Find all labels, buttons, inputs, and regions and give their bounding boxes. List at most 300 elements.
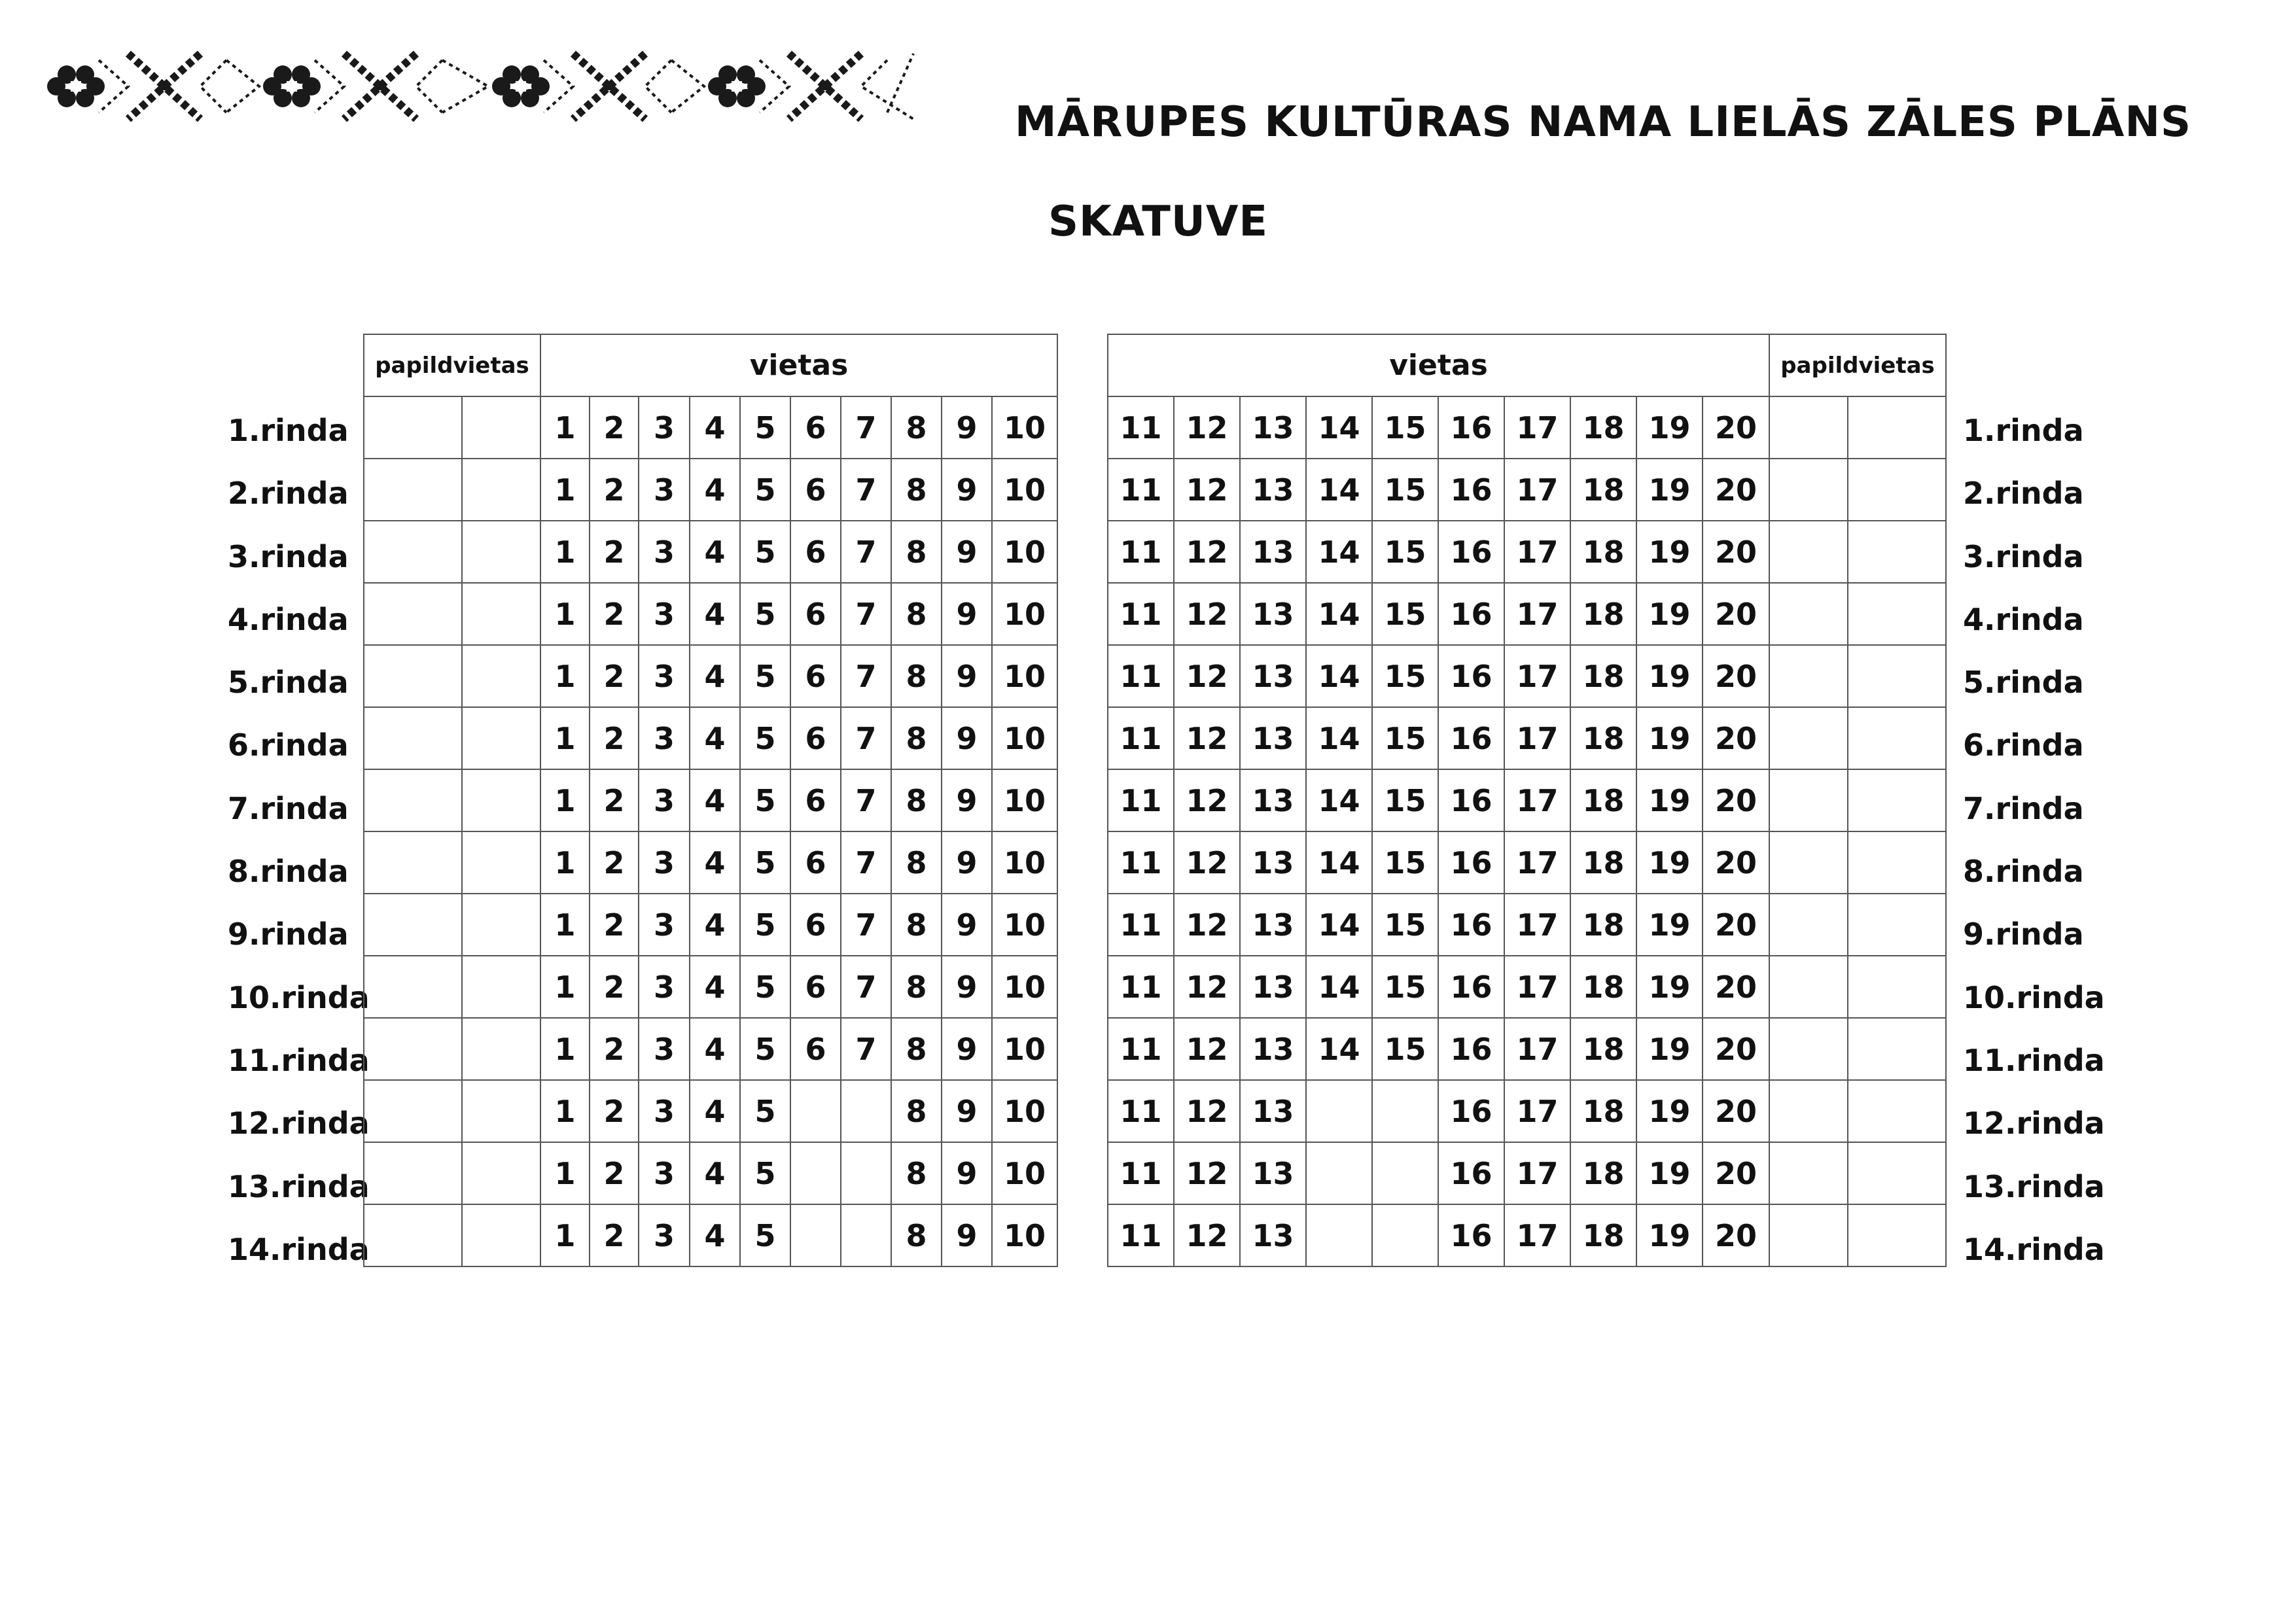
- seat-cell[interactable]: 3: [639, 396, 690, 459]
- seat-cell[interactable]: 11: [1108, 956, 1174, 1018]
- seat-cell[interactable]: 19: [1636, 459, 1703, 521]
- seat-cell[interactable]: 12: [1174, 1080, 1240, 1142]
- seat-cell[interactable]: 15: [1372, 769, 1438, 831]
- seat-cell[interactable]: 13: [1240, 1204, 1306, 1266]
- seat-cell[interactable]: 3: [639, 521, 690, 583]
- seat-cell[interactable]: 2: [590, 459, 639, 521]
- seat-cell[interactable]: 3: [639, 645, 690, 707]
- seat-cell[interactable]: 5: [740, 459, 790, 521]
- seat-cell[interactable]: 17: [1504, 521, 1570, 583]
- seat-cell[interactable]: 10: [992, 583, 1057, 645]
- seat-cell[interactable]: 11: [1108, 894, 1174, 956]
- seat-cell[interactable]: 15: [1372, 459, 1438, 521]
- seat-cell[interactable]: 18: [1570, 956, 1636, 1018]
- seat-cell[interactable]: 2: [590, 894, 639, 956]
- extra-seat-cell[interactable]: [462, 645, 540, 707]
- seat-cell[interactable]: 9: [942, 521, 992, 583]
- extra-seat-cell[interactable]: [1769, 396, 1848, 459]
- seat-cell[interactable]: 1: [540, 459, 590, 521]
- seat-cell[interactable]: 4: [690, 707, 740, 769]
- seat-cell[interactable]: 10: [992, 894, 1057, 956]
- seat-cell[interactable]: 19: [1636, 1080, 1703, 1142]
- seat-cell[interactable]: 20: [1703, 459, 1769, 521]
- seat-cell[interactable]: 14: [1306, 894, 1372, 956]
- seat-cell[interactable]: 5: [740, 1204, 790, 1266]
- seat-cell[interactable]: 18: [1570, 521, 1636, 583]
- seat-cell[interactable]: 10: [992, 769, 1057, 831]
- seat-cell[interactable]: 3: [639, 1142, 690, 1204]
- seat-cell[interactable]: 17: [1504, 707, 1570, 769]
- seat-cell[interactable]: 1: [540, 769, 590, 831]
- seat-cell[interactable]: 19: [1636, 396, 1703, 459]
- extra-seat-cell[interactable]: [462, 1018, 540, 1080]
- seat-cell[interactable]: 13: [1240, 396, 1306, 459]
- seat-cell[interactable]: 20: [1703, 521, 1769, 583]
- extra-seat-cell[interactable]: [364, 1018, 462, 1080]
- seat-cell[interactable]: 12: [1174, 1204, 1240, 1266]
- seat-cell[interactable]: 11: [1108, 1080, 1174, 1142]
- extra-seat-cell[interactable]: [462, 396, 540, 459]
- seat-cell[interactable]: 9: [942, 645, 992, 707]
- extra-seat-cell[interactable]: [364, 1080, 462, 1142]
- seat-cell[interactable]: 1: [540, 894, 590, 956]
- seat-cell[interactable]: 10: [992, 1018, 1057, 1080]
- seat-cell[interactable]: 5: [740, 583, 790, 645]
- seat-cell[interactable]: 16: [1438, 645, 1504, 707]
- seat-cell[interactable]: 20: [1703, 831, 1769, 894]
- seat-cell[interactable]: 18: [1570, 707, 1636, 769]
- seat-cell[interactable]: 10: [992, 831, 1057, 894]
- seat-cell[interactable]: 5: [740, 956, 790, 1018]
- seat-cell[interactable]: 7: [841, 831, 891, 894]
- seat-cell[interactable]: 10: [992, 1204, 1057, 1266]
- seat-cell[interactable]: 3: [639, 459, 690, 521]
- seat-cell[interactable]: 16: [1438, 956, 1504, 1018]
- seat-cell[interactable]: 19: [1636, 645, 1703, 707]
- seat-cell[interactable]: 20: [1703, 583, 1769, 645]
- seat-cell[interactable]: 14: [1306, 396, 1372, 459]
- seat-cell[interactable]: 6: [790, 645, 841, 707]
- seat-cell[interactable]: 11: [1108, 645, 1174, 707]
- extra-seat-cell[interactable]: [1848, 894, 1946, 956]
- extra-seat-cell[interactable]: [364, 831, 462, 894]
- seat-cell[interactable]: 4: [690, 831, 740, 894]
- seat-cell[interactable]: 17: [1504, 459, 1570, 521]
- seat-cell[interactable]: 19: [1636, 521, 1703, 583]
- seat-cell[interactable]: 6: [790, 894, 841, 956]
- seat-cell[interactable]: 13: [1240, 956, 1306, 1018]
- seat-cell[interactable]: 5: [740, 1142, 790, 1204]
- seat-cell[interactable]: 18: [1570, 1204, 1636, 1266]
- seat-cell[interactable]: 15: [1372, 645, 1438, 707]
- extra-seat-cell[interactable]: [1848, 1142, 1946, 1204]
- seat-cell[interactable]: 9: [942, 707, 992, 769]
- seat-cell[interactable]: 1: [540, 707, 590, 769]
- seat-cell[interactable]: 13: [1240, 707, 1306, 769]
- seat-cell[interactable]: 9: [942, 459, 992, 521]
- extra-seat-cell[interactable]: [462, 956, 540, 1018]
- seat-cell[interactable]: 9: [942, 894, 992, 956]
- extra-seat-cell[interactable]: [364, 583, 462, 645]
- seat-cell[interactable]: 18: [1570, 831, 1636, 894]
- seat-cell[interactable]: 3: [639, 1080, 690, 1142]
- seat-cell[interactable]: 16: [1438, 1204, 1504, 1266]
- seat-cell[interactable]: 2: [590, 769, 639, 831]
- seat-cell[interactable]: 10: [992, 1142, 1057, 1204]
- seat-cell[interactable]: 2: [590, 956, 639, 1018]
- extra-seat-cell[interactable]: [462, 707, 540, 769]
- seat-cell[interactable]: 7: [841, 769, 891, 831]
- seat-cell[interactable]: 19: [1636, 956, 1703, 1018]
- seat-cell[interactable]: 14: [1306, 521, 1372, 583]
- seat-cell[interactable]: 5: [740, 894, 790, 956]
- seat-cell[interactable]: 8: [891, 396, 942, 459]
- seat-cell[interactable]: 5: [740, 396, 790, 459]
- seat-cell[interactable]: 4: [690, 1080, 740, 1142]
- seat-cell[interactable]: 19: [1636, 1018, 1703, 1080]
- seat-cell[interactable]: 12: [1174, 396, 1240, 459]
- seat-cell[interactable]: 20: [1703, 894, 1769, 956]
- seat-cell[interactable]: 1: [540, 645, 590, 707]
- seat-cell[interactable]: 4: [690, 956, 740, 1018]
- seat-cell[interactable]: 2: [590, 1018, 639, 1080]
- seat-cell[interactable]: 2: [590, 645, 639, 707]
- seat-cell[interactable]: 10: [992, 396, 1057, 459]
- seat-cell[interactable]: 20: [1703, 1018, 1769, 1080]
- seat-cell[interactable]: 14: [1306, 956, 1372, 1018]
- extra-seat-cell[interactable]: [1769, 831, 1848, 894]
- seat-cell[interactable]: 17: [1504, 645, 1570, 707]
- seat-cell[interactable]: 1: [540, 1142, 590, 1204]
- seat-cell[interactable]: 5: [740, 707, 790, 769]
- extra-seat-cell[interactable]: [1848, 645, 1946, 707]
- seat-cell[interactable]: 11: [1108, 1142, 1174, 1204]
- seat-cell[interactable]: 5: [740, 769, 790, 831]
- seat-cell[interactable]: 12: [1174, 521, 1240, 583]
- seat-cell[interactable]: 2: [590, 707, 639, 769]
- seat-cell[interactable]: 16: [1438, 707, 1504, 769]
- extra-seat-cell[interactable]: [462, 831, 540, 894]
- seat-cell[interactable]: 16: [1438, 1018, 1504, 1080]
- seat-cell[interactable]: 11: [1108, 707, 1174, 769]
- seat-cell[interactable]: 15: [1372, 583, 1438, 645]
- seat-cell[interactable]: 8: [891, 521, 942, 583]
- seat-cell[interactable]: 14: [1306, 459, 1372, 521]
- seat-cell[interactable]: 8: [891, 1018, 942, 1080]
- seat-cell[interactable]: 8: [891, 707, 942, 769]
- seat-cell[interactable]: 11: [1108, 1204, 1174, 1266]
- seat-cell[interactable]: 9: [942, 1080, 992, 1142]
- seat-cell[interactable]: 6: [790, 831, 841, 894]
- seat-cell[interactable]: 7: [841, 1018, 891, 1080]
- seat-cell[interactable]: 2: [590, 583, 639, 645]
- seat-cell[interactable]: 13: [1240, 1142, 1306, 1204]
- extra-seat-cell[interactable]: [462, 894, 540, 956]
- seat-cell[interactable]: 9: [942, 396, 992, 459]
- seat-cell[interactable]: 20: [1703, 769, 1769, 831]
- extra-seat-cell[interactable]: [364, 956, 462, 1018]
- extra-seat-cell[interactable]: [1848, 956, 1946, 1018]
- seat-cell[interactable]: 10: [992, 459, 1057, 521]
- seat-cell[interactable]: 12: [1174, 831, 1240, 894]
- seat-cell[interactable]: 4: [690, 521, 740, 583]
- seat-cell[interactable]: 2: [590, 521, 639, 583]
- seat-cell[interactable]: 3: [639, 707, 690, 769]
- seat-cell[interactable]: 6: [790, 707, 841, 769]
- seat-cell[interactable]: 3: [639, 956, 690, 1018]
- extra-seat-cell[interactable]: [1769, 459, 1848, 521]
- seat-cell[interactable]: 1: [540, 583, 590, 645]
- seat-cell[interactable]: 15: [1372, 831, 1438, 894]
- seat-cell[interactable]: 6: [790, 583, 841, 645]
- seat-cell[interactable]: 17: [1504, 1204, 1570, 1266]
- seat-cell[interactable]: 1: [540, 1204, 590, 1266]
- seat-cell[interactable]: 12: [1174, 1018, 1240, 1080]
- seat-cell[interactable]: 3: [639, 831, 690, 894]
- seat-cell[interactable]: 9: [942, 956, 992, 1018]
- seat-cell[interactable]: 13: [1240, 1080, 1306, 1142]
- seat-cell[interactable]: 9: [942, 1018, 992, 1080]
- seat-cell[interactable]: 8: [891, 1080, 942, 1142]
- seat-cell[interactable]: 15: [1372, 396, 1438, 459]
- extra-seat-cell[interactable]: [462, 521, 540, 583]
- seat-cell[interactable]: 12: [1174, 894, 1240, 956]
- seat-cell[interactable]: 16: [1438, 583, 1504, 645]
- seat-cell[interactable]: 2: [590, 831, 639, 894]
- seat-cell[interactable]: 8: [891, 894, 942, 956]
- extra-seat-cell[interactable]: [462, 1204, 540, 1266]
- extra-seat-cell[interactable]: [462, 1080, 540, 1142]
- extra-seat-cell[interactable]: [364, 1142, 462, 1204]
- seat-cell[interactable]: 20: [1703, 1204, 1769, 1266]
- seat-cell[interactable]: 4: [690, 894, 740, 956]
- extra-seat-cell[interactable]: [1769, 769, 1848, 831]
- seat-cell[interactable]: 15: [1372, 1018, 1438, 1080]
- seat-cell[interactable]: 19: [1636, 831, 1703, 894]
- seat-cell[interactable]: 13: [1240, 583, 1306, 645]
- seat-cell[interactable]: 6: [790, 769, 841, 831]
- extra-seat-cell[interactable]: [1848, 769, 1946, 831]
- seat-cell[interactable]: 8: [891, 583, 942, 645]
- seat-cell[interactable]: 5: [740, 645, 790, 707]
- seat-cell[interactable]: 4: [690, 459, 740, 521]
- seat-cell[interactable]: 6: [790, 396, 841, 459]
- seat-cell[interactable]: 17: [1504, 1080, 1570, 1142]
- seat-cell[interactable]: 8: [891, 956, 942, 1018]
- seat-cell[interactable]: 16: [1438, 894, 1504, 956]
- extra-seat-cell[interactable]: [462, 459, 540, 521]
- seat-cell[interactable]: 1: [540, 396, 590, 459]
- seat-cell[interactable]: 19: [1636, 1142, 1703, 1204]
- seat-cell[interactable]: 8: [891, 1142, 942, 1204]
- seat-cell[interactable]: 20: [1703, 1142, 1769, 1204]
- seat-cell[interactable]: 10: [992, 707, 1057, 769]
- seat-cell[interactable]: 18: [1570, 459, 1636, 521]
- seat-cell[interactable]: 5: [740, 1080, 790, 1142]
- seat-cell[interactable]: 11: [1108, 459, 1174, 521]
- seat-cell[interactable]: 3: [639, 894, 690, 956]
- seat-cell[interactable]: 15: [1372, 521, 1438, 583]
- extra-seat-cell[interactable]: [462, 769, 540, 831]
- seat-cell[interactable]: 20: [1703, 956, 1769, 1018]
- extra-seat-cell[interactable]: [364, 521, 462, 583]
- seat-cell[interactable]: 17: [1504, 1018, 1570, 1080]
- seat-cell[interactable]: 18: [1570, 769, 1636, 831]
- seat-cell[interactable]: 9: [942, 831, 992, 894]
- extra-seat-cell[interactable]: [1769, 521, 1848, 583]
- seat-cell[interactable]: 14: [1306, 645, 1372, 707]
- extra-seat-cell[interactable]: [1848, 831, 1946, 894]
- seat-cell[interactable]: 16: [1438, 769, 1504, 831]
- seat-cell[interactable]: 5: [740, 521, 790, 583]
- seat-cell[interactable]: 14: [1306, 583, 1372, 645]
- seat-cell[interactable]: 7: [841, 583, 891, 645]
- seat-cell[interactable]: 17: [1504, 894, 1570, 956]
- seat-cell[interactable]: 7: [841, 521, 891, 583]
- seat-cell[interactable]: 6: [790, 956, 841, 1018]
- seat-cell[interactable]: 15: [1372, 894, 1438, 956]
- seat-cell[interactable]: 20: [1703, 1080, 1769, 1142]
- seat-cell[interactable]: 1: [540, 956, 590, 1018]
- seat-cell[interactable]: 18: [1570, 894, 1636, 956]
- extra-seat-cell[interactable]: [1769, 707, 1848, 769]
- seat-cell[interactable]: 6: [790, 521, 841, 583]
- seat-cell[interactable]: 5: [740, 1018, 790, 1080]
- seat-cell[interactable]: 11: [1108, 769, 1174, 831]
- seat-cell[interactable]: 11: [1108, 396, 1174, 459]
- seat-cell[interactable]: 13: [1240, 1018, 1306, 1080]
- seat-cell[interactable]: 13: [1240, 459, 1306, 521]
- seat-cell[interactable]: 4: [690, 396, 740, 459]
- seat-cell[interactable]: 11: [1108, 1018, 1174, 1080]
- extra-seat-cell[interactable]: [1769, 583, 1848, 645]
- seat-cell[interactable]: 14: [1306, 769, 1372, 831]
- extra-seat-cell[interactable]: [1848, 707, 1946, 769]
- seat-cell[interactable]: 12: [1174, 707, 1240, 769]
- seat-cell[interactable]: 10: [992, 956, 1057, 1018]
- seat-cell[interactable]: 9: [942, 769, 992, 831]
- extra-seat-cell[interactable]: [364, 645, 462, 707]
- seat-cell[interactable]: 10: [992, 1080, 1057, 1142]
- seat-cell[interactable]: 15: [1372, 956, 1438, 1018]
- seat-cell[interactable]: 13: [1240, 769, 1306, 831]
- seat-cell[interactable]: 7: [841, 707, 891, 769]
- seat-cell[interactable]: 19: [1636, 707, 1703, 769]
- seat-cell[interactable]: 13: [1240, 894, 1306, 956]
- seat-cell[interactable]: 12: [1174, 1142, 1240, 1204]
- seat-cell[interactable]: 3: [639, 583, 690, 645]
- seat-cell[interactable]: 13: [1240, 831, 1306, 894]
- seat-cell[interactable]: 1: [540, 831, 590, 894]
- seat-cell[interactable]: 18: [1570, 1142, 1636, 1204]
- seat-cell[interactable]: 9: [942, 1142, 992, 1204]
- extra-seat-cell[interactable]: [364, 894, 462, 956]
- extra-seat-cell[interactable]: [1769, 645, 1848, 707]
- seat-cell[interactable]: 11: [1108, 831, 1174, 894]
- seat-cell[interactable]: 10: [992, 521, 1057, 583]
- seat-cell[interactable]: 2: [590, 1080, 639, 1142]
- seat-cell[interactable]: 6: [790, 459, 841, 521]
- seat-cell[interactable]: 11: [1108, 521, 1174, 583]
- seat-cell[interactable]: 12: [1174, 956, 1240, 1018]
- extra-seat-cell[interactable]: [462, 583, 540, 645]
- seat-cell[interactable]: 4: [690, 1204, 740, 1266]
- extra-seat-cell[interactable]: [1769, 956, 1848, 1018]
- seat-cell[interactable]: 19: [1636, 583, 1703, 645]
- seat-cell[interactable]: 3: [639, 1204, 690, 1266]
- seat-cell[interactable]: 4: [690, 769, 740, 831]
- seat-cell[interactable]: 16: [1438, 396, 1504, 459]
- seat-cell[interactable]: 19: [1636, 894, 1703, 956]
- seat-cell[interactable]: 16: [1438, 459, 1504, 521]
- seat-cell[interactable]: 2: [590, 1142, 639, 1204]
- seat-cell[interactable]: 11: [1108, 583, 1174, 645]
- seat-cell[interactable]: 18: [1570, 583, 1636, 645]
- seat-cell[interactable]: 8: [891, 1204, 942, 1266]
- seat-cell[interactable]: 6: [790, 1018, 841, 1080]
- extra-seat-cell[interactable]: [1769, 1018, 1848, 1080]
- extra-seat-cell[interactable]: [462, 1142, 540, 1204]
- seat-cell[interactable]: 20: [1703, 645, 1769, 707]
- seat-cell[interactable]: 7: [841, 459, 891, 521]
- seat-cell[interactable]: 19: [1636, 769, 1703, 831]
- seat-cell[interactable]: 16: [1438, 1080, 1504, 1142]
- seat-cell[interactable]: 18: [1570, 645, 1636, 707]
- seat-cell[interactable]: 13: [1240, 521, 1306, 583]
- seat-cell[interactable]: 7: [841, 956, 891, 1018]
- seat-cell[interactable]: 13: [1240, 645, 1306, 707]
- seat-cell[interactable]: 19: [1636, 1204, 1703, 1266]
- seat-cell[interactable]: 20: [1703, 707, 1769, 769]
- seat-cell[interactable]: 17: [1504, 769, 1570, 831]
- seat-cell[interactable]: 14: [1306, 707, 1372, 769]
- seat-cell[interactable]: 3: [639, 769, 690, 831]
- seat-cell[interactable]: 8: [891, 831, 942, 894]
- extra-seat-cell[interactable]: [1848, 1204, 1946, 1266]
- seat-cell[interactable]: 7: [841, 396, 891, 459]
- seat-cell[interactable]: 3: [639, 1018, 690, 1080]
- seat-cell[interactable]: 12: [1174, 645, 1240, 707]
- extra-seat-cell[interactable]: [1769, 1142, 1848, 1204]
- seat-cell[interactable]: 4: [690, 583, 740, 645]
- seat-cell[interactable]: 4: [690, 645, 740, 707]
- extra-seat-cell[interactable]: [1848, 396, 1946, 459]
- seat-cell[interactable]: 8: [891, 645, 942, 707]
- extra-seat-cell[interactable]: [364, 707, 462, 769]
- seat-cell[interactable]: 5: [740, 831, 790, 894]
- seat-cell[interactable]: 17: [1504, 956, 1570, 1018]
- extra-seat-cell[interactable]: [364, 459, 462, 521]
- seat-cell[interactable]: 1: [540, 1080, 590, 1142]
- seat-cell[interactable]: 10: [992, 645, 1057, 707]
- seat-cell[interactable]: 9: [942, 1204, 992, 1266]
- seat-cell[interactable]: 14: [1306, 1018, 1372, 1080]
- seat-cell[interactable]: 7: [841, 894, 891, 956]
- seat-cell[interactable]: 18: [1570, 1018, 1636, 1080]
- seat-cell[interactable]: 9: [942, 583, 992, 645]
- extra-seat-cell[interactable]: [1848, 583, 1946, 645]
- seat-cell[interactable]: 4: [690, 1142, 740, 1204]
- seat-cell[interactable]: 18: [1570, 396, 1636, 459]
- extra-seat-cell[interactable]: [1769, 1204, 1848, 1266]
- seat-cell[interactable]: 14: [1306, 831, 1372, 894]
- seat-cell[interactable]: 4: [690, 1018, 740, 1080]
- seat-cell[interactable]: 17: [1504, 396, 1570, 459]
- seat-cell[interactable]: 18: [1570, 1080, 1636, 1142]
- seat-cell[interactable]: 16: [1438, 1142, 1504, 1204]
- seat-cell[interactable]: 12: [1174, 769, 1240, 831]
- seat-cell[interactable]: 17: [1504, 1142, 1570, 1204]
